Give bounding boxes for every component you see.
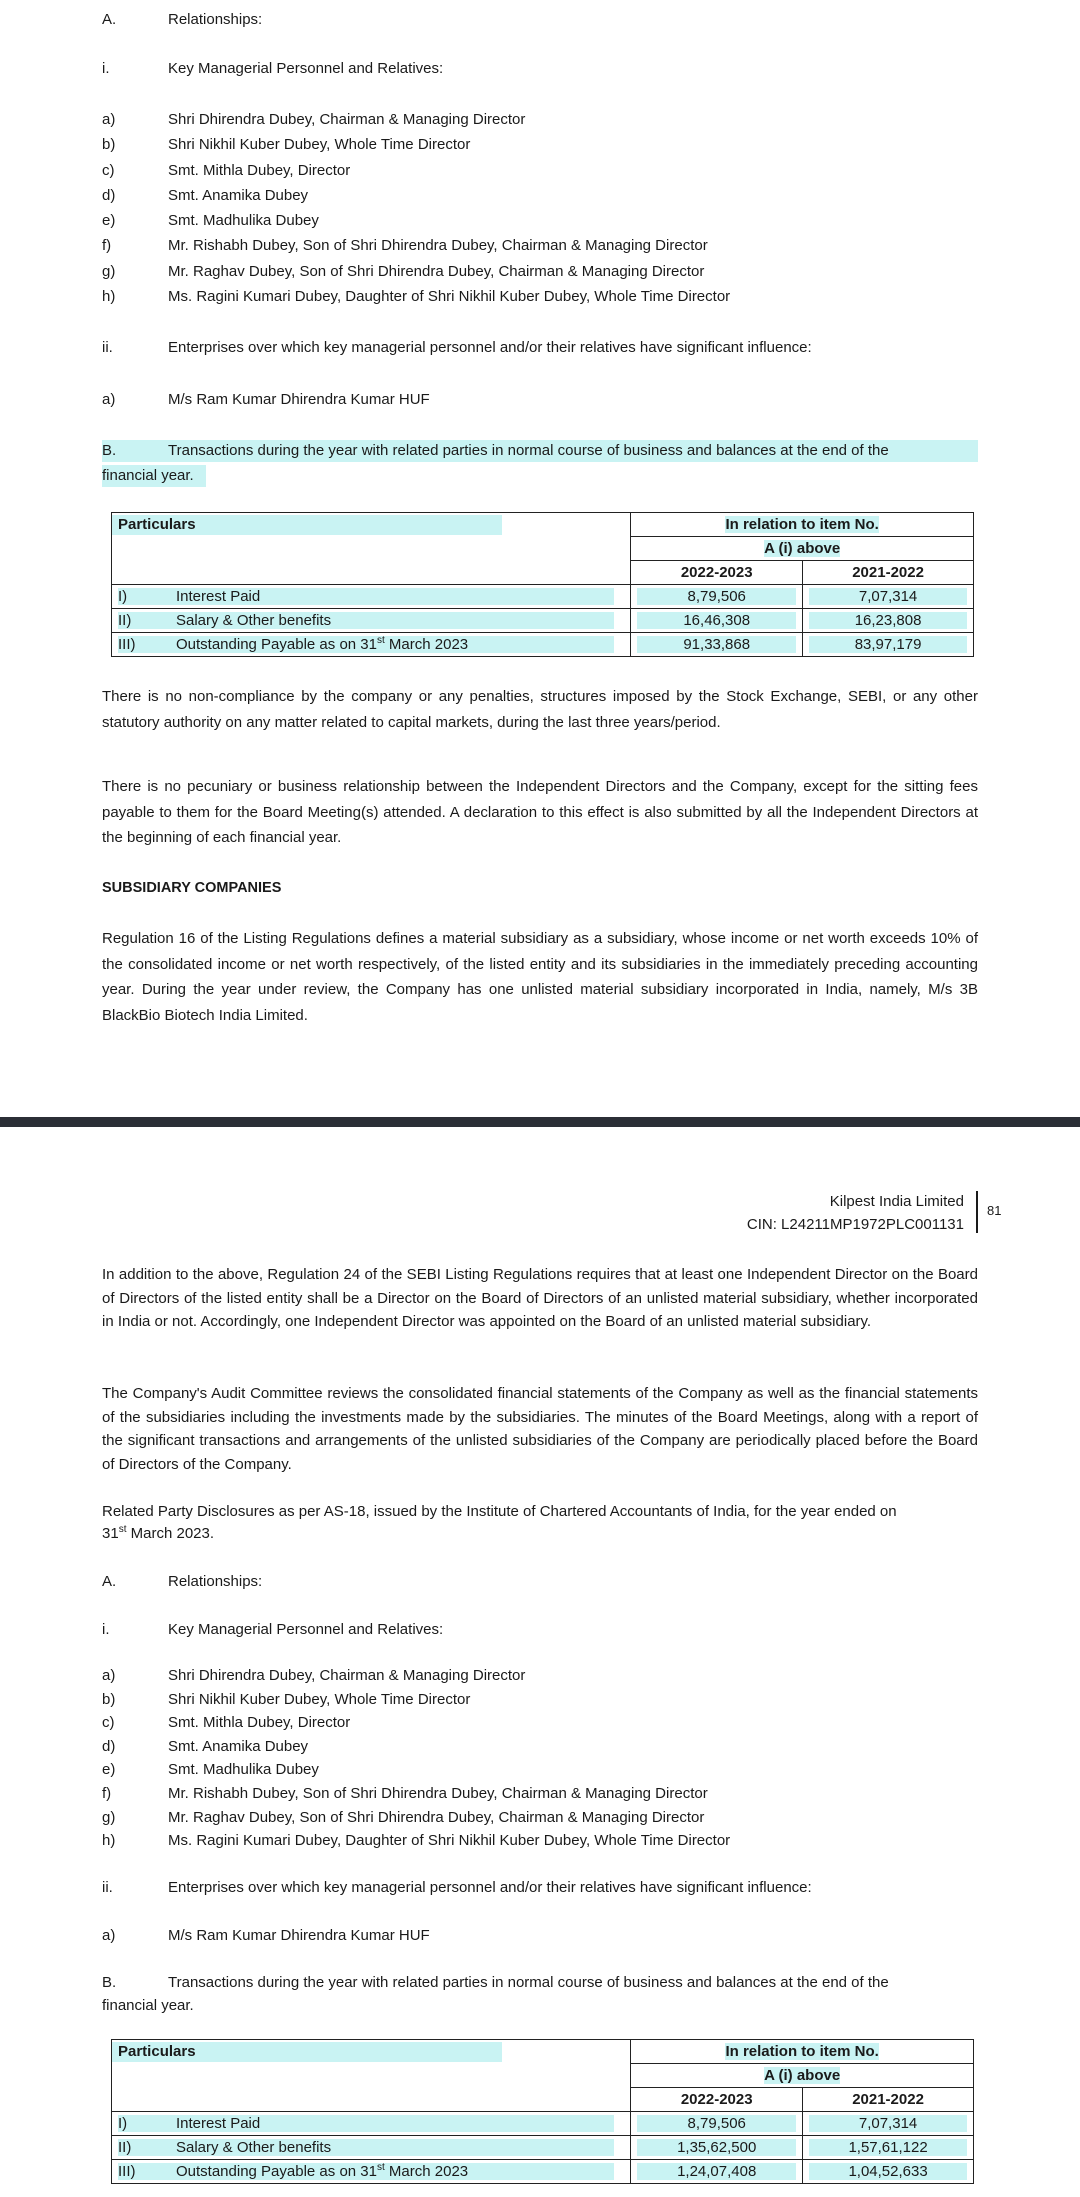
list-item-marker: e) xyxy=(102,1761,116,1778)
list-item: Mr. Raghav Dubey, Son of Shri Dhirendra Dubey, Chairman & Managing Director xyxy=(168,263,705,280)
relation-subheader-text: A (i) above xyxy=(764,540,841,557)
page-number-bar xyxy=(976,1191,978,1233)
relation-header-text: In relation to item No. xyxy=(725,516,879,533)
relation-subheader xyxy=(631,537,974,561)
transactions-marker: B. xyxy=(102,1974,117,1991)
disclosure-line-1: Related Party Disclosures as per AS-18, issued by the Institute of Chartered Accountants of India, for the year ended on xyxy=(102,1503,897,1520)
list-item: Smt. Anamika Dubey xyxy=(168,187,309,204)
related-party-table-2 xyxy=(111,2039,974,2184)
row-label-sup: st xyxy=(376,2162,385,2173)
relationships-marker: A. xyxy=(102,11,117,28)
list-item-marker: b) xyxy=(102,1691,116,1708)
year-header: 2021-2022 xyxy=(803,2088,974,2112)
row-number: II) xyxy=(118,2139,132,2156)
row-label: Interest Paid xyxy=(176,588,261,605)
list-item-marker: a) xyxy=(102,111,116,128)
row-value: 1,24,07,408 xyxy=(637,2163,796,2180)
list-item: Shri Dhirendra Dubey, Chairman & Managing Director xyxy=(168,111,526,128)
enterprises-label: Enterprises over which key managerial personnel and/or their relatives have significant influence: xyxy=(168,339,812,356)
transactions-line-1: Transactions during the year with related parties in normal course of business and balances at the end of the xyxy=(168,1974,889,1991)
row-value: 1,57,61,122 xyxy=(809,2139,967,2156)
list-item: Mr. Raghav Dubey, Son of Shri Dhirendra Dubey, Chairman & Managing Director xyxy=(168,1809,705,1826)
list-item-marker: g) xyxy=(102,1809,116,1826)
row-value: 1,04,52,633 xyxy=(809,2163,967,2180)
enterprises-marker: ii. xyxy=(102,339,113,356)
compliance-paragraph: There is no non-compliance by the company or any penalties, structures imposed by the Stock Exchange, SEBI, or any other statutory authority on any matter related to capital markets, during the last three years/period. xyxy=(102,688,978,731)
list-item: Smt. Madhulika Dubey xyxy=(168,212,319,229)
table-row xyxy=(112,609,974,633)
list-item-marker: d) xyxy=(102,187,116,204)
particulars-header: Particulars xyxy=(112,513,631,537)
empty-cell xyxy=(112,2088,631,2112)
particulars-header: Particulars xyxy=(112,2040,631,2064)
row-label-post: March 2023 xyxy=(384,636,469,653)
row-number: I) xyxy=(118,2115,128,2132)
table-row xyxy=(112,2112,974,2136)
enterprises-label: Enterprises over which key managerial personnel and/or their relatives have significant influence: xyxy=(168,1879,812,1896)
disclosure-date-post: March 2023. xyxy=(126,1525,215,1542)
list-item: Ms. Ragini Kumari Dubey, Daughter of Shri Nikhil Kuber Dubey, Whole Time Director xyxy=(168,288,731,305)
company-cin: CIN: L24211MP1972PLC001131 xyxy=(746,1216,964,1233)
kmp-marker: i. xyxy=(102,1621,110,1638)
row-label-sup: st xyxy=(376,635,385,646)
list-item-marker: g) xyxy=(102,263,116,280)
row-value: 7,07,314 xyxy=(809,588,967,605)
row-number: I) xyxy=(118,588,128,605)
enterprise-name: M/s Ram Kumar Dhirendra Kumar HUF xyxy=(168,1927,430,1944)
list-item-marker: f) xyxy=(102,237,112,254)
list-item-marker: h) xyxy=(102,288,116,305)
empty-cell xyxy=(112,537,631,561)
list-item: Shri Dhirendra Dubey, Chairman & Managing Director xyxy=(168,1667,526,1684)
transactions-line-1: Transactions during the year with related parties in normal course of business and balances at the end of the xyxy=(168,442,889,459)
list-item: Smt. Anamika Dubey xyxy=(168,1738,309,1755)
row-value: 8,79,506 xyxy=(637,2115,796,2132)
list-item-marker: a) xyxy=(102,1667,116,1684)
row-value: 16,23,808 xyxy=(809,612,967,629)
empty-cell xyxy=(112,2064,631,2088)
row-value: 1,35,62,500 xyxy=(637,2139,796,2156)
list-item: Shri Nikhil Kuber Dubey, Whole Time Director xyxy=(168,136,471,153)
table-row xyxy=(112,2160,974,2184)
table-row xyxy=(112,585,974,609)
row-number: II) xyxy=(118,612,132,629)
relationships-label: Relationships: xyxy=(168,1573,263,1590)
list-item: Shri Nikhil Kuber Dubey, Whole Time Director xyxy=(168,1691,471,1708)
list-item-marker: b) xyxy=(102,136,116,153)
enterprise-marker: a) xyxy=(102,1927,116,1944)
relationships-marker: A. xyxy=(102,1573,117,1590)
company-name: Kilpest India Limited xyxy=(829,1193,964,1210)
list-item-marker: f) xyxy=(102,1785,112,1802)
row-label: Salary & Other benefits xyxy=(176,2139,332,2156)
relation-header xyxy=(631,2040,974,2064)
regulation-24-paragraph: In addition to the above, Regulation 24 of the SEBI Listing Regulations requires that at least one Independent Director on the Board of Directors of the listed entity shall be a Director on the Board of Directors of an unlisted material subsidiary, whether incorporated in India or not. Accordingly, one Independent Director was appointed on the Board of an unlisted material subsidiary. xyxy=(102,1266,978,1330)
row-value: 7,07,314 xyxy=(809,2115,967,2132)
row-value: 83,97,179 xyxy=(809,636,967,653)
kmp-label: Key Managerial Personnel and Relatives: xyxy=(168,60,444,77)
year-header: 2021-2022 xyxy=(803,561,974,585)
row-number: III) xyxy=(118,636,136,653)
enterprises-marker: ii. xyxy=(102,1879,113,1896)
row-value: 8,79,506 xyxy=(637,588,796,605)
row-number: III) xyxy=(118,2163,136,2180)
row-value: 91,33,868 xyxy=(637,636,796,653)
relation-header-text: In relation to item No. xyxy=(725,2043,879,2060)
audit-committee-paragraph: The Company's Audit Committee reviews the consolidated financial statements of the Company as well as the financial statements of the subsidiaries including the investments made by the subsidiaries. The minutes of the Board Meetings, along with a report of the significant transactions and arrangements of the unlisted subsidiaries of the Company are periodically placed before the Board of Directors of the Company. xyxy=(102,1385,978,1473)
row-label-pre: Outstanding Payable as on 31 xyxy=(176,2163,377,2180)
list-item-marker: c) xyxy=(102,1714,115,1731)
list-item: Ms. Ragini Kumari Dubey, Daughter of Shri Nikhil Kuber Dubey, Whole Time Director xyxy=(168,1832,731,1849)
transactions-line-2: financial year. xyxy=(102,1997,194,2014)
list-item: Mr. Rishabh Dubey, Son of Shri Dhirendra Dubey, Chairman & Managing Director xyxy=(168,237,708,254)
list-item: Smt. Madhulika Dubey xyxy=(168,1761,319,1778)
row-label-post: March 2023 xyxy=(384,2163,469,2180)
list-item-marker: e) xyxy=(102,212,116,229)
list-item: Smt. Mithla Dubey, Director xyxy=(168,1714,351,1731)
relation-subheader xyxy=(631,2064,974,2088)
table-row xyxy=(112,2136,974,2160)
list-item: Smt. Mithla Dubey, Director xyxy=(168,162,351,179)
row-label: Salary & Other benefits xyxy=(176,612,332,629)
enterprise-marker: a) xyxy=(102,391,116,408)
transactions-line-2: financial year. xyxy=(102,467,194,484)
row-label-pre: Outstanding Payable as on 31 xyxy=(176,636,377,653)
disclosure-date-pre: 31 xyxy=(102,1525,119,1542)
relation-subheader-text: A (i) above xyxy=(764,2067,841,2084)
page-number: 81 xyxy=(987,1203,1002,1218)
year-header: 2022-2023 xyxy=(631,2088,803,2112)
kmp-label: Key Managerial Personnel and Relatives: xyxy=(168,1621,444,1638)
disclosure-line-2 xyxy=(102,1524,214,1544)
row-value: 16,46,308 xyxy=(637,612,796,629)
page-divider xyxy=(0,1117,1080,1127)
row-label: Interest Paid xyxy=(176,2115,261,2132)
list-item-marker: d) xyxy=(102,1738,116,1755)
pecuniary-paragraph: There is no pecuniary or business relationship between the Independent Directors and the Company, except for the sitting fees payable to them for the Board Meeting(s) attended. A declaration to this effect is also submitted by all the Independent Directors at the beginning of each financial year. xyxy=(102,778,978,846)
year-header: 2022-2023 xyxy=(631,561,803,585)
relation-header xyxy=(631,513,974,537)
disclosure-date-sup: st xyxy=(118,1524,127,1535)
list-item-marker: h) xyxy=(102,1832,116,1849)
empty-cell xyxy=(112,561,631,585)
relationships-label: Relationships: xyxy=(168,11,263,28)
enterprise-name: M/s Ram Kumar Dhirendra Kumar HUF xyxy=(168,391,430,408)
transactions-marker: B. xyxy=(102,442,117,459)
list-item-marker: c) xyxy=(102,162,115,179)
table-row xyxy=(112,633,974,657)
related-party-table-1 xyxy=(111,512,974,657)
regulation-16-paragraph: Regulation 16 of the Listing Regulations defines a material subsidiary as a subsidiary, whose income or net worth exceeds 10% of the consolidated income or net worth respectively, of the listed entity and its subsidiaries in the immediately preceding accounting year. During the year under review, the Company has one unlisted material subsidiary incorporated in India, namely, M/s 3B BlackBio Biotech India Limited. xyxy=(102,930,978,1024)
list-item: Mr. Rishabh Dubey, Son of Shri Dhirendra Dubey, Chairman & Managing Director xyxy=(168,1785,708,1802)
kmp-marker: i. xyxy=(102,60,110,77)
subsidiary-heading: SUBSIDIARY COMPANIES xyxy=(102,880,282,896)
